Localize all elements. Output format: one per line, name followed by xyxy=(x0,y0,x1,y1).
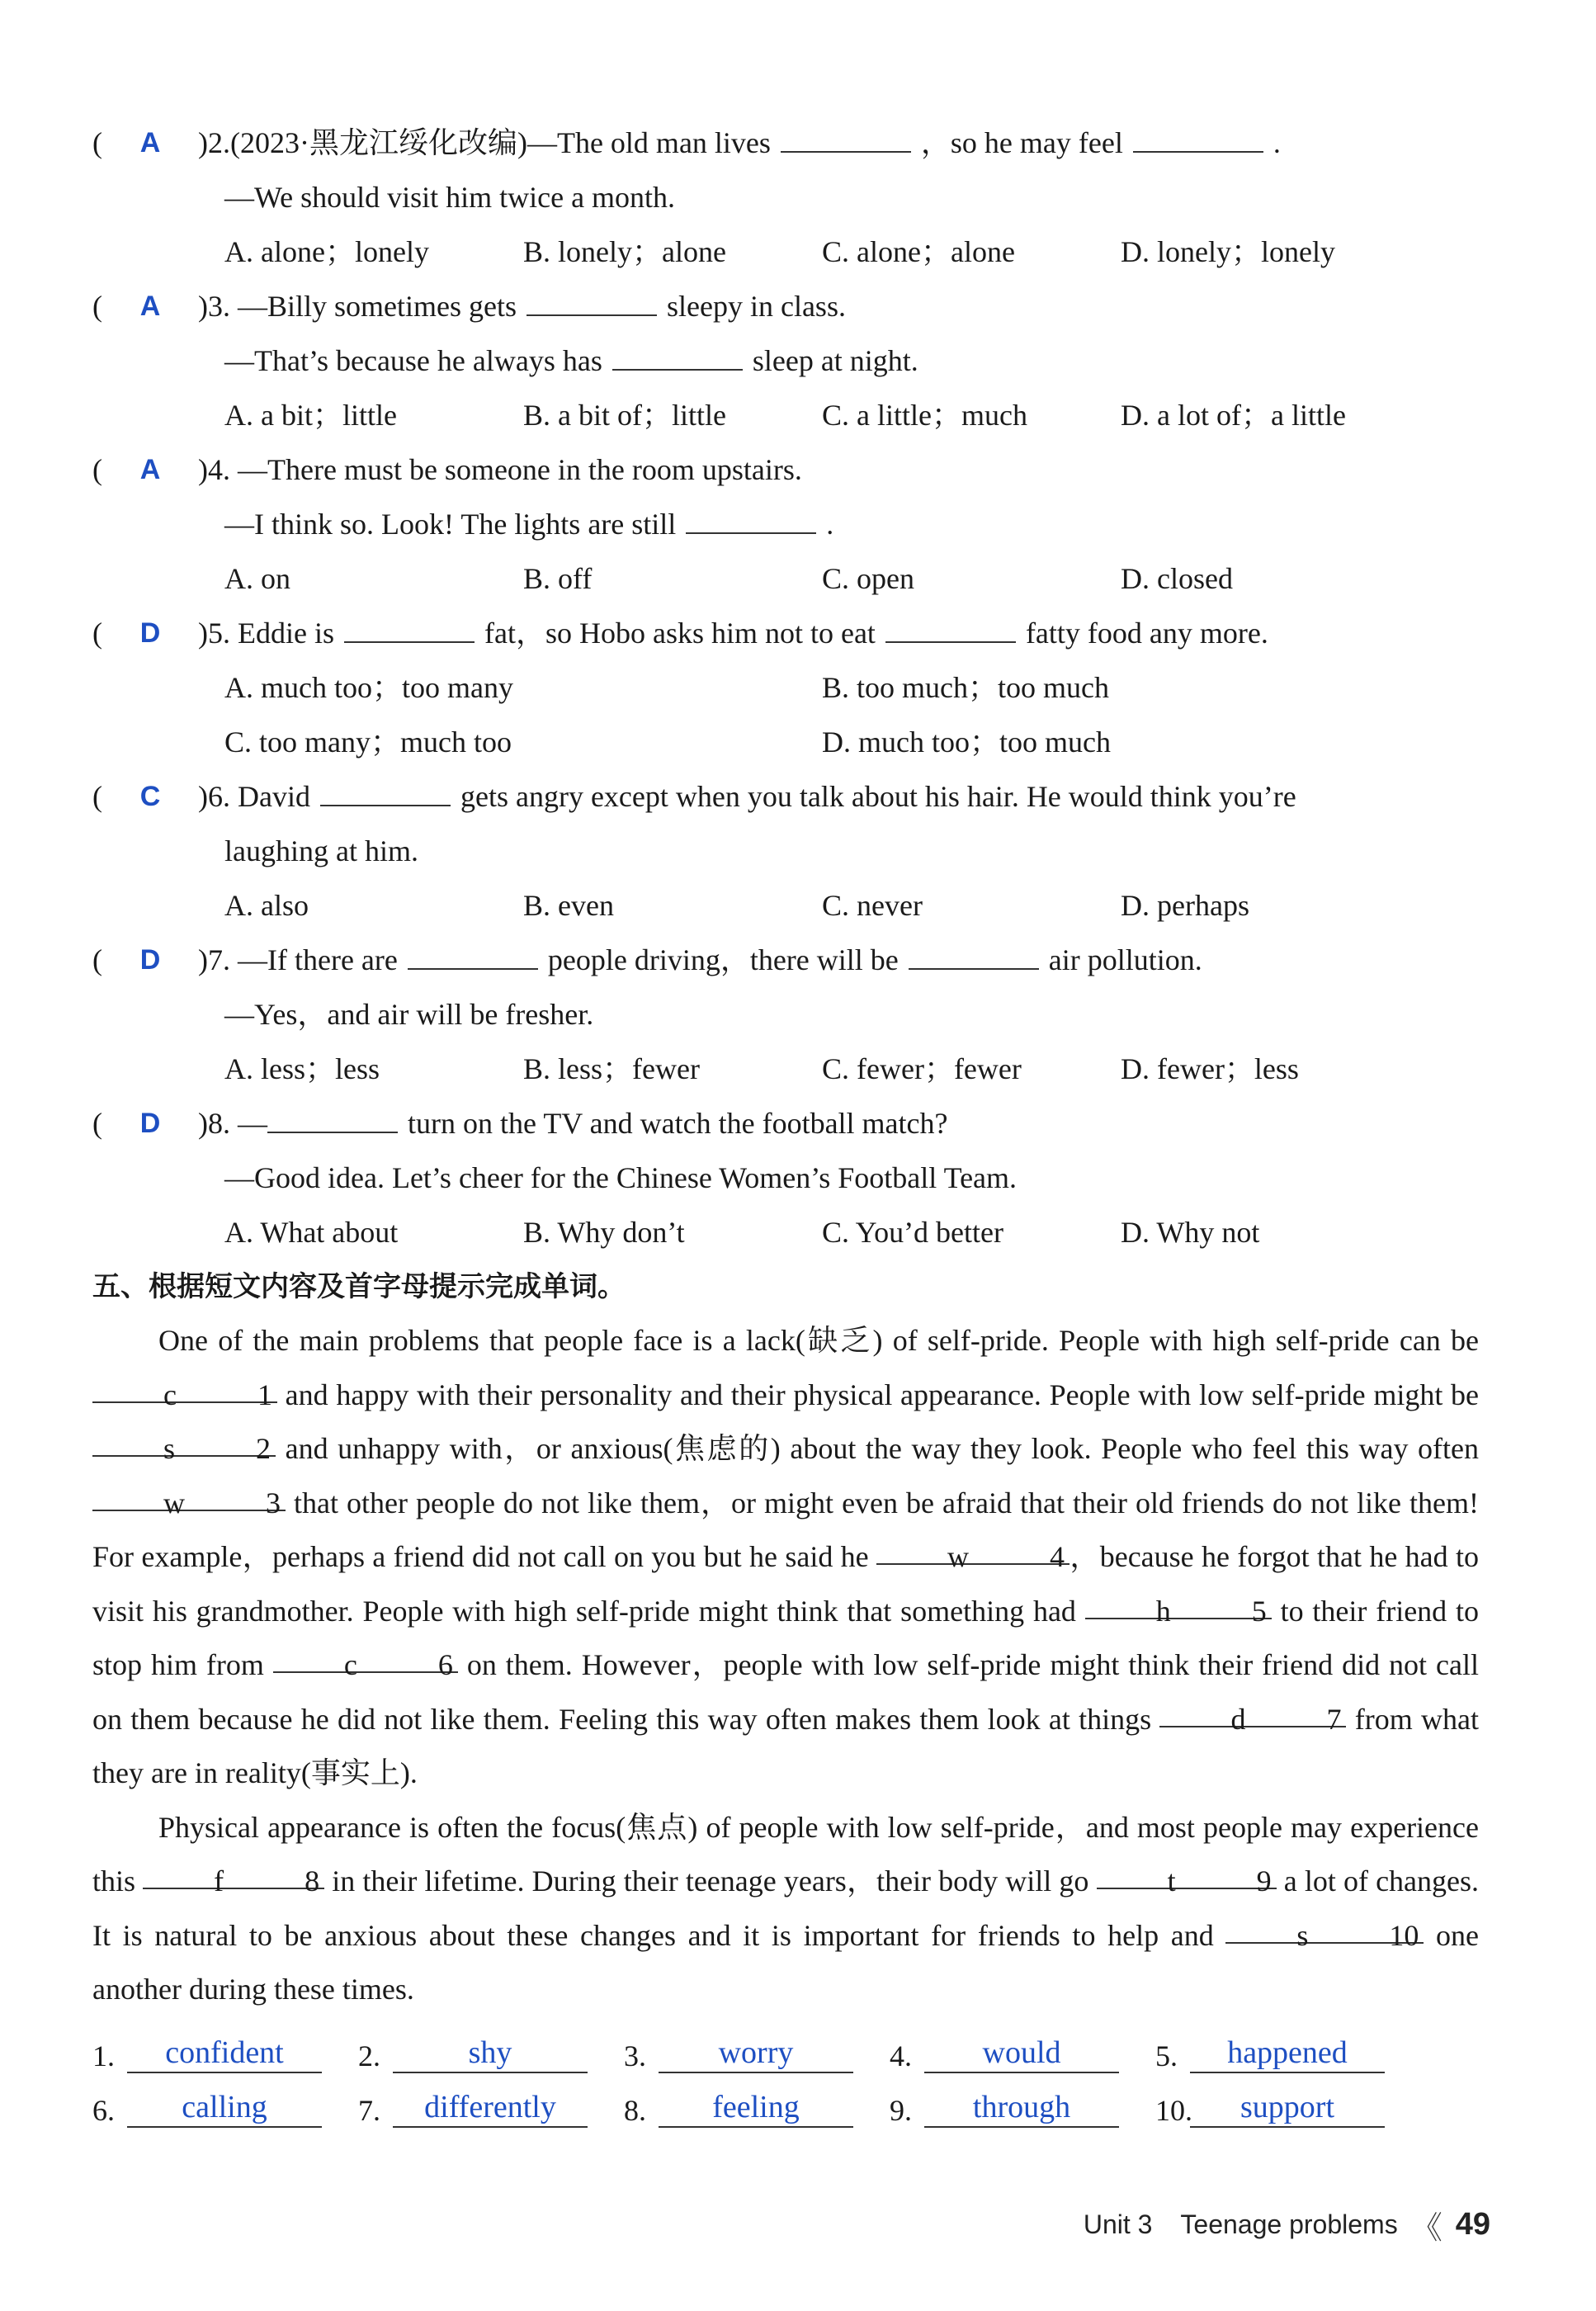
answer-number: 7. xyxy=(358,2093,380,2127)
passage-text: that other people do not like them，or might even be afraid that their old friends do not like them! For example，perhaps a friend did not call on you but he said he xyxy=(92,1486,1479,1573)
answer-letter: C xyxy=(139,781,161,812)
answer-item xyxy=(624,2034,890,2073)
question-8: ( D ) 8. — turn on the TV and watch the football match? xyxy=(92,1096,1479,1151)
option-c: C. fewer；fewer xyxy=(822,1052,1022,1085)
question-6: ( C ) 6. David gets angry except when you talk about his hair. He would think you’re xyxy=(92,769,1479,824)
answer-paren: ( C ) xyxy=(92,769,208,824)
answer-letter: D xyxy=(139,944,161,976)
gap-blank xyxy=(273,1638,458,1681)
blank xyxy=(885,617,1016,643)
gap-number: 4 xyxy=(1050,1540,1065,1573)
option-b: B. less；fewer xyxy=(523,1052,700,1085)
answer-number: 8. xyxy=(624,2093,646,2127)
option-a: A. What about xyxy=(224,1216,399,1249)
answer-word: confident xyxy=(127,2034,322,2073)
gap-number: 1 xyxy=(257,1378,272,1411)
blank xyxy=(526,290,657,316)
answer-letter: A xyxy=(139,454,161,485)
passage-text: and happy with their personality and their physical appearance. People with low self-pride might be xyxy=(276,1378,1479,1411)
question-2: ( A ) 2.(2023·黑龙江绥化改编)—The old man lives ，so he may feel . xyxy=(92,116,1479,170)
gap-number: 3 xyxy=(266,1486,281,1519)
passage-text: one another during these times. xyxy=(92,1918,1479,2006)
option-d: D. much too；too much xyxy=(822,725,1111,759)
answer-word: would xyxy=(924,2034,1119,2073)
question-4-options xyxy=(92,551,1479,606)
answer-letter: A xyxy=(139,127,161,158)
answer-number: 9. xyxy=(890,2093,912,2127)
worksheet-page xyxy=(92,116,1479,2128)
gap-blank xyxy=(1159,1693,1346,1736)
blank xyxy=(344,617,475,643)
passage-paragraph-1 xyxy=(92,1314,1479,1801)
answer-paren: ( D ) xyxy=(92,1096,208,1151)
answer-item xyxy=(1155,2034,1421,2073)
blank xyxy=(612,344,743,371)
answer-number: 5. xyxy=(1155,2039,1178,2072)
answer-number: 6. xyxy=(92,2093,115,2127)
question-4: ( A ) 4. —There must be someone in the room upstairs. xyxy=(92,442,1479,497)
answer-row-2 xyxy=(92,2073,1479,2128)
question-5-options-row1 xyxy=(92,660,1479,715)
passage-text: on them. However，people with low self-pride might think their friend did not call on them because he did not like them. Feeling this way often makes them look at things xyxy=(92,1648,1479,1736)
passage-text: ，because he forgot that he had to visit his grandmother. People with high self-pride might think that something had xyxy=(92,1540,1479,1628)
blank xyxy=(408,943,538,970)
option-c: C. never xyxy=(822,889,923,922)
passage-text: to their friend to stop him from xyxy=(92,1594,1479,1681)
answer-letter: D xyxy=(139,1108,161,1139)
gap-initial: s xyxy=(163,1432,176,1465)
answer-word: feeling xyxy=(659,2088,853,2128)
blank xyxy=(781,126,911,153)
question-7-options xyxy=(92,1042,1479,1096)
option-b: B. even xyxy=(523,889,614,922)
blank xyxy=(1133,126,1263,153)
question-3-options xyxy=(92,388,1479,442)
option-c: C. You’d better xyxy=(822,1216,1004,1249)
gap-blank xyxy=(876,1530,1070,1573)
gap-initial: h xyxy=(1155,1594,1171,1628)
gap-blank xyxy=(1097,1855,1277,1897)
option-b: B. off xyxy=(523,562,593,595)
answer-number: 3. xyxy=(624,2039,646,2072)
option-d: D. closed xyxy=(1121,562,1233,595)
answer-number: 2. xyxy=(358,2039,380,2072)
answer-item xyxy=(890,2034,1155,2073)
question-6-options xyxy=(92,878,1479,933)
question-5-options-row2 xyxy=(92,715,1479,769)
answer-key xyxy=(92,2019,1479,2128)
answer-letter: A xyxy=(139,291,161,322)
gap-initial: d xyxy=(1230,1702,1246,1736)
question-6-continued: laughing at him. xyxy=(224,834,418,867)
gap-initial: w xyxy=(163,1486,185,1519)
answer-word: calling xyxy=(127,2088,322,2128)
answer-item xyxy=(358,2034,624,2073)
passage-text: and unhappy with，or anxious(焦虑的) about the way they look. People who feel this way often xyxy=(276,1432,1479,1465)
option-d: D. Why not xyxy=(1121,1216,1260,1249)
question-3-reply: —That’s because he always has sleep at night. xyxy=(224,344,918,377)
option-a: A. less；less xyxy=(224,1052,380,1085)
question-stem: 2.(2023·黑龙江绥化改编)—The old man lives xyxy=(208,126,771,159)
option-d: D. perhaps xyxy=(1121,889,1249,922)
gap-blank xyxy=(143,1855,324,1897)
gap-number: 9 xyxy=(1256,1864,1272,1897)
question-8-options xyxy=(92,1205,1479,1259)
answer-word: shy xyxy=(393,2034,588,2073)
option-b: B. lonely；alone xyxy=(523,235,726,268)
answer-paren: ( D ) xyxy=(92,933,208,987)
option-c: C. a little；much xyxy=(822,399,1027,432)
unit-title: Teenage problems xyxy=(1180,2209,1398,2239)
passage-text: a lot of changes. It is natural to be anxious about these changes and it is important for friends to help and xyxy=(92,1864,1480,1952)
answer-number: 4. xyxy=(890,2039,912,2072)
answer-letter: D xyxy=(139,617,161,649)
gap-blank xyxy=(1225,1909,1424,1952)
gap-blank xyxy=(92,1368,277,1411)
gap-initial: s xyxy=(1296,1918,1309,1952)
gap-initial: w xyxy=(947,1540,970,1573)
gap-initial: f xyxy=(214,1864,224,1897)
answer-item xyxy=(890,2088,1155,2128)
option-c: C. alone；alone xyxy=(822,235,1015,268)
option-a: A. a bit；little xyxy=(224,399,397,432)
question-2-options xyxy=(92,224,1479,279)
answer-item xyxy=(92,2034,358,2073)
answer-paren: ( A ) xyxy=(92,442,208,497)
answer-word: differently xyxy=(393,2088,588,2128)
answer-word: support xyxy=(1190,2088,1385,2128)
answer-word: through xyxy=(924,2088,1119,2128)
answer-row-1 xyxy=(92,2019,1479,2073)
gap-number: 6 xyxy=(437,1648,453,1681)
gap-number: 10 xyxy=(1389,1918,1419,1952)
page-number: 49 xyxy=(1455,2207,1490,2242)
gap-initial: c xyxy=(343,1648,357,1681)
option-b: B. too much；too much xyxy=(822,671,1109,704)
chevron-left-icon: 《 xyxy=(1410,2211,1443,2246)
answer-word: worry xyxy=(659,2034,853,2073)
blank xyxy=(686,508,816,534)
question-4-reply: —I think so. Look! The lights are still . xyxy=(224,508,834,541)
answer-paren: ( D ) xyxy=(92,606,208,660)
blank xyxy=(909,943,1039,970)
answer-number: 10. xyxy=(1155,2093,1192,2127)
option-c: C. too many；much too xyxy=(224,725,512,759)
option-a: A. alone；lonely xyxy=(224,235,429,268)
option-a: A. much too；too many xyxy=(224,671,513,704)
answer-item xyxy=(1155,2088,1421,2128)
option-a: A. on xyxy=(224,562,290,595)
option-d: D. a lot of；a little xyxy=(1121,399,1346,432)
question-5: ( D ) 5. Eddie is fat，so Hobo asks him not to eat fatty food any more. xyxy=(92,606,1479,660)
reading-passage xyxy=(92,1314,1479,2017)
question-3: ( A ) 3. —Billy sometimes gets sleepy in class. xyxy=(92,279,1479,333)
blank xyxy=(267,1107,398,1133)
blank xyxy=(320,780,451,806)
question-7-reply: —Yes，and air will be fresher. xyxy=(224,998,594,1031)
page-footer xyxy=(1084,2202,1490,2247)
answer-paren: ( A ) xyxy=(92,279,208,333)
option-d: D. lonely；lonely xyxy=(1121,235,1335,268)
passage-paragraph-2 xyxy=(92,1801,1479,2017)
question-8-reply: —Good idea. Let’s cheer for the Chinese Women’s Football Team. xyxy=(224,1161,1018,1194)
section-title: 五、根据短文内容及首字母提示完成单词。 xyxy=(92,1270,626,1303)
option-d: D. fewer；less xyxy=(1121,1052,1299,1085)
passage-text: Physical appearance is often the focus(焦点) of people with low self-pride，and most people may experience this xyxy=(92,1810,1479,1897)
answer-item xyxy=(624,2088,890,2128)
passage-text: One of the main problems that people face is a lack(缺乏) of self-pride. People with high self-pride can be xyxy=(158,1324,1479,1357)
gap-number: 5 xyxy=(1251,1594,1267,1628)
gap-number: 8 xyxy=(305,1864,320,1897)
question-2-reply: —We should visit him twice a month. xyxy=(224,181,676,214)
answer-paren: ( A ) xyxy=(92,116,208,170)
gap-blank xyxy=(1085,1585,1272,1628)
passage-text: from what they are in reality(事实上). xyxy=(92,1702,1479,1789)
option-b: B. Why don’t xyxy=(523,1216,685,1249)
answer-word: happened xyxy=(1190,2034,1385,2073)
question-7: ( D ) 7. —If there are people driving，there will be air pollution. xyxy=(92,933,1479,987)
option-b: B. a bit of；little xyxy=(523,399,726,432)
gap-number: 2 xyxy=(256,1432,272,1465)
option-a: A. also xyxy=(224,889,309,922)
gap-blank xyxy=(92,1422,276,1465)
unit-label: Unit 3 xyxy=(1083,2209,1153,2239)
answer-number: 1. xyxy=(92,2039,115,2072)
answer-item xyxy=(358,2088,624,2128)
gap-blank xyxy=(92,1477,286,1519)
answer-item xyxy=(92,2088,358,2128)
gap-initial: t xyxy=(1167,1864,1176,1897)
gap-initial: c xyxy=(163,1378,177,1411)
gap-number: 7 xyxy=(1326,1702,1342,1736)
option-c: C. open xyxy=(822,562,914,595)
passage-text: in their lifetime. During their teenage years，their body will go xyxy=(324,1864,1097,1897)
